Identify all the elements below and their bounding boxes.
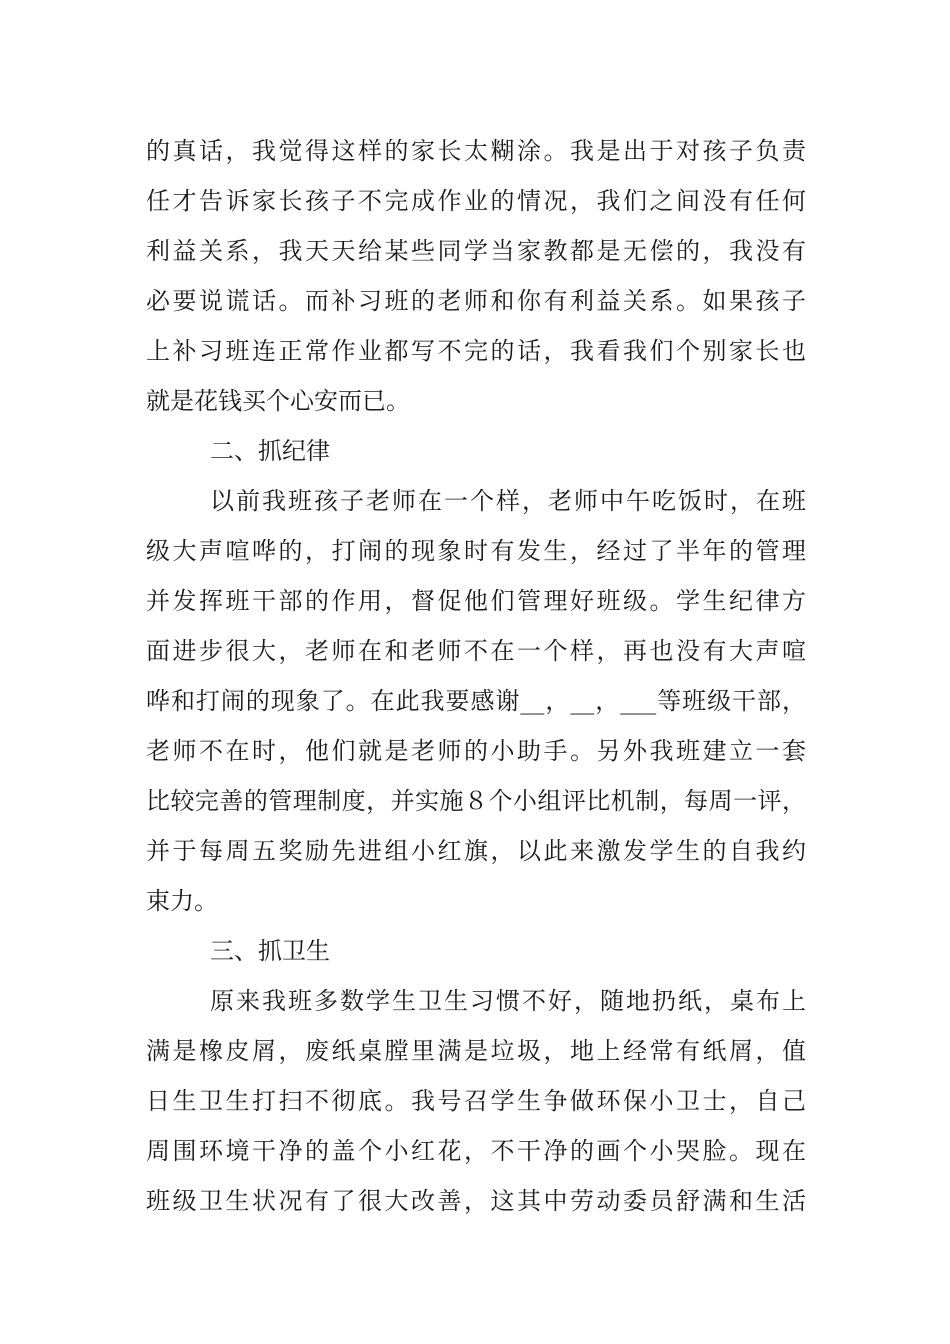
paragraph-2-line-5: 哗和打闹的现象了。在此我要感谢__，__，___等班级干部， <box>146 687 806 715</box>
paragraph-3-line-3: 日生卫生打扫不彻底。我号召学生争做环保小卫士，自己 <box>146 1087 806 1115</box>
paragraph-2-line-3: 并发挥班干部的作用，督促他们管理好班级。学生纪律方 <box>146 587 806 615</box>
paragraph-2-line-7: 比较完善的管理制度，并实施８个小组评比机制，每周一评， <box>146 787 806 815</box>
paragraph-3-line-2: 满是橡皮屑，废纸桌膛里满是垃圾，地上经常有纸屑，值 <box>146 1037 806 1065</box>
paragraph-1-line-1: 的真话，我觉得这样的家长太糊涂。我是出于对孩子负责 <box>146 137 806 165</box>
paragraph-1-line-3: 利益关系，我天天给某些同学当家教都是无偿的，我没有 <box>146 237 806 265</box>
paragraph-3-line-4: 周围环境干净的盖个小红花，不干净的画个小哭脸。现在 <box>146 1137 806 1165</box>
paragraph-2-line-4: 面进步很大，老师在和老师不在一个样，再也没有大声喧 <box>146 637 806 665</box>
paragraph-2-line-6: 老师不在时，他们就是老师的小助手。另外我班建立一套 <box>146 737 806 765</box>
paragraph-2-line-8: 并于每周五奖励先进组小红旗，以此来激发学生的自我约 <box>146 837 806 865</box>
paragraph-2-line-1: 以前我班孩子老师在一个样，老师中午吃饭时，在班 <box>210 487 806 515</box>
section-heading-hygiene: 三、抓卫生 <box>210 937 330 965</box>
paragraph-3-line-5: 班级卫生状况有了很大改善，这其中劳动委员舒满和生活 <box>146 1187 806 1215</box>
paragraph-1-line-6: 就是花钱买个心安而已。 <box>146 387 410 415</box>
paragraph-2-line-2: 级大声喧哗的，打闹的现象时有发生，经过了半年的管理 <box>146 537 806 565</box>
paragraph-1-line-2: 任才告诉家长孩子不完成作业的情况，我们之间没有任何 <box>146 187 806 215</box>
paragraph-1-line-5: 上补习班连正常作业都写不完的话，我看我们个别家长也 <box>146 337 806 365</box>
paragraph-3-line-1: 原来我班多数学生卫生习惯不好，随地扔纸，桌布上 <box>210 987 806 1015</box>
section-heading-discipline: 二、抓纪律 <box>210 437 330 465</box>
paragraph-1-line-4: 必要说谎话。而补习班的老师和你有利益关系。如果孩子 <box>146 287 806 315</box>
paragraph-2-line-9: 束力。 <box>146 887 218 915</box>
